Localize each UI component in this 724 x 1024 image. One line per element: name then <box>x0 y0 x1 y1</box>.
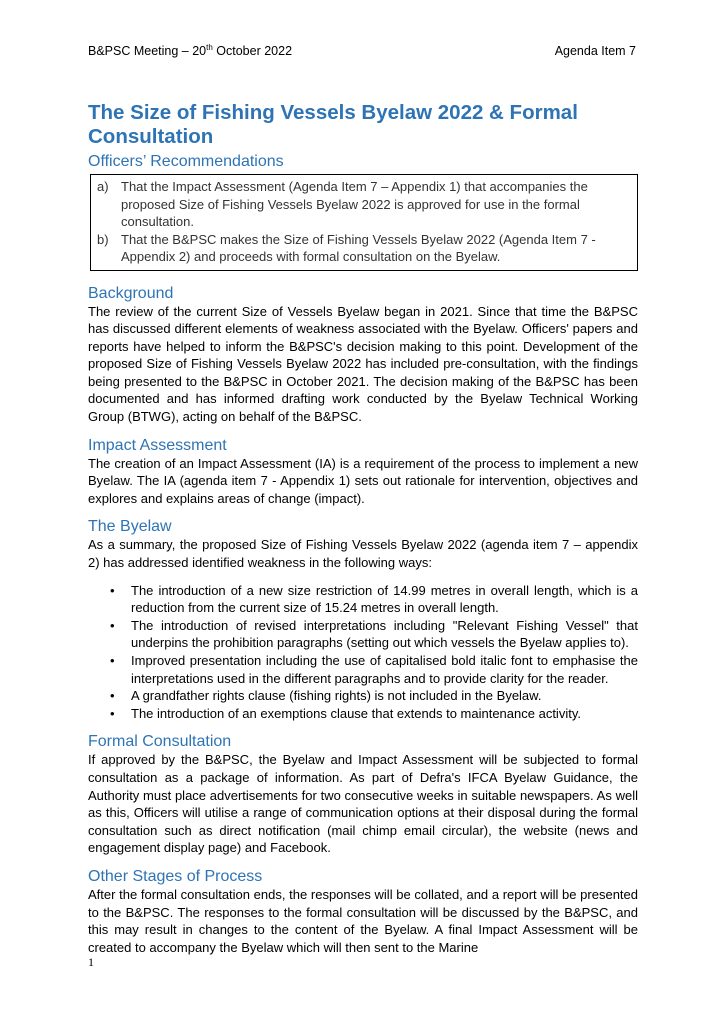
recommendations-list <box>97 178 627 266</box>
impact-text: The creation of an Impact Assessment (IA) is a requirement of the process to implement a new Byelaw. The IA (agenda item 7 - Appendix 1) sets out rationale for intervention, objectives and explores and explains areas of change (impact). <box>88 455 638 506</box>
recommendation-item <box>97 178 627 231</box>
document-title: The Size of Fishing Vessels Byelaw 2022 & Formal Consultation <box>88 101 578 148</box>
byelaw-section <box>88 517 638 722</box>
formal-consultation-section <box>88 732 638 857</box>
formal-consultation-text: If approved by the B&PSC, the Byelaw and Impact Assessment will be subjected to formal consultation as a package of information. As part of Defra's IFCA Byelaw Guidance, the Authority must place advertisements for two consecutive weeks in suitable newspapers. As well as this, Officers will utilise a range of communication options at their disposal during the formal consultation such as direct notification (mail chimp email circular), the website (news and engagement display page) and Facebook. <box>88 752 638 856</box>
impact-section <box>88 436 638 508</box>
other-stages-text: After the formal consultation ends, the responses will be collated, and a report will be presented to the B&PSC. The responses to the formal consultation will be discussed by the B&PSC, and this may result in changes to the content of the Byelaw. A final Impact Assessment will be created to accompany the Byelaw which will then sent to the Marine <box>88 886 638 955</box>
byelaw-heading: The Byelaw <box>88 518 172 536</box>
recommendation-marker: b) <box>97 231 109 247</box>
byelaw-text: As a summary, the proposed Size of Fishing Vessels Byelaw 2022 (agenda item 7 – appendix 2) has addressed identified weakness in the following ways: <box>88 537 638 571</box>
bullet-icon: • <box>110 653 115 668</box>
bullet-item: • Improved presentation including the use of capitalised bold italic font to emphasise the interpretations used in the different paragraphs and to provide clarity for the reader. <box>88 652 638 687</box>
other-stages-section <box>88 867 638 956</box>
header-date-superscript: th <box>206 42 213 52</box>
recommendation-marker: a) <box>97 179 109 194</box>
bullet-icon: • <box>110 582 115 598</box>
header-meeting-date: B&PSC Meeting – 20th October 2022 <box>88 42 293 58</box>
background-text: The review of the current Size of Vessels Byelaw began in 2021. Since that time the B&PSC has discussed different elements of weakness associated with the Byelaw. Officers' papers and reports have helped to inform the B&PSC's decision making to this point. Development of the proposed Size of Fishing Vessels Byelaw 2022 has included pre-consultation, with the findings being presented to the B&PSC in October 2021. The decision making of the B&PSC has been documented and has informed drafting work conducted by the Byelaw Technical Working Group (BTWG), acting on behalf of the B&PSC. <box>88 303 638 425</box>
bullet-item: • The introduction of an exemptions clause that extends to maintenance activity. <box>88 705 638 723</box>
document-body <box>88 101 638 956</box>
recommendation-item <box>97 231 627 266</box>
background-heading: Background <box>88 284 174 302</box>
other-stages-heading: Other Stages of Process <box>88 867 263 885</box>
recommendation-text: That the Impact Assessment (Agenda Item 7 – Appendix 1) that accompanies the proposed Size of Fishing Vessels Byelaw 2022 is approved for use in the formal consultation. <box>121 179 588 229</box>
recommendations-heading: Officers’ Recommendations <box>88 153 284 170</box>
bullet-icon: • <box>110 705 115 721</box>
bullet-icon: • <box>110 617 115 633</box>
formal-consultation-heading: Formal Consultation <box>88 733 232 751</box>
header-agenda-item: Agenda Item 7 <box>554 44 636 58</box>
background-section <box>88 284 638 426</box>
recommendation-text: That the B&PSC makes the Size of Fishing Vessels Byelaw 2022 (Agenda Item 7 - Appendix 2) and proceeds with formal consultation on the Byelaw. <box>121 231 596 264</box>
page-number: 1 <box>88 955 94 969</box>
bullet-item: • A grandfather rights clause (fishing rights) is not included in the Byelaw. <box>88 687 638 705</box>
bullet-icon: • <box>110 688 115 704</box>
recommendations-box <box>90 174 638 271</box>
bullet-item: • The introduction of revised interpretations including "Relevant Fishing Vessel" that underpins the prohibition paragraphs (setting out which vessels the Byelaw applies to). <box>88 617 638 652</box>
impact-heading: Impact Assessment <box>88 436 227 454</box>
bullet-item: • The introduction of a new size restriction of 14.99 metres in overall length, which is a reduction from the current size of 15.24 metres in overall length. <box>88 582 638 617</box>
byelaw-bullet-list <box>88 582 638 723</box>
